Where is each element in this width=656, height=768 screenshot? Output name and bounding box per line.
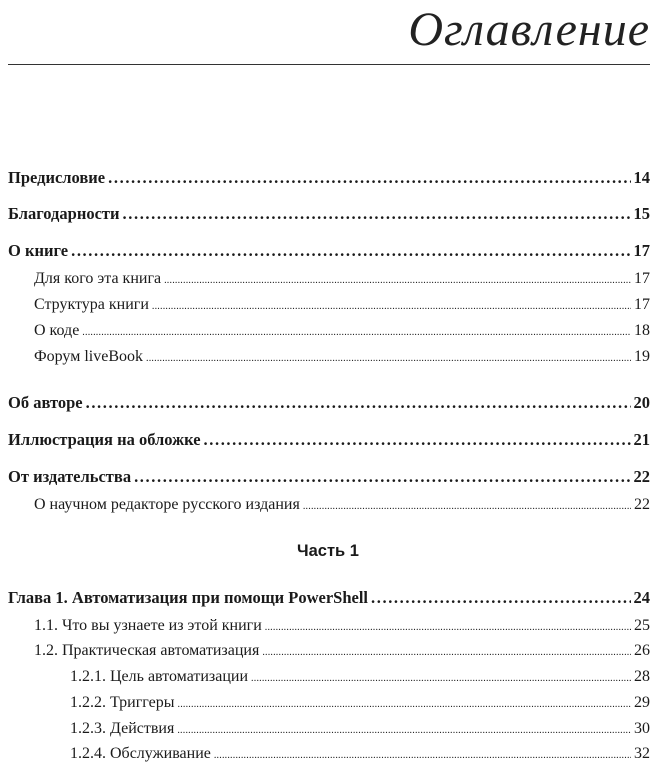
dot-leader — [214, 750, 631, 761]
toc-entry-page: 17 — [634, 270, 650, 287]
toc-entry-about-author[interactable] — [8, 393, 650, 413]
toc-entry-1-2-3[interactable] — [70, 720, 650, 738]
toc-entry-page: 28 — [634, 668, 650, 685]
dot-leader — [123, 204, 631, 224]
toc-entry-label: 1.2.3. Действия — [70, 720, 175, 737]
dot-leader — [303, 501, 631, 512]
toc-entry-page: 25 — [634, 617, 650, 634]
toc-entry-cover-illustration[interactable] — [8, 430, 650, 450]
dot-leader — [71, 241, 630, 261]
toc-entry-1-2-4[interactable] — [70, 745, 650, 763]
dot-leader — [178, 699, 632, 710]
toc-entry-chapter-1[interactable] — [8, 588, 650, 608]
toc-entry-label: 1.2.4. Обслуживание — [70, 745, 211, 762]
toc-entry-scientific-editor[interactable] — [34, 496, 650, 514]
dot-leader — [177, 725, 631, 736]
toc-entry-page: 17 — [634, 296, 650, 313]
toc-entry-label: 1.2. Практическая автоматизация — [34, 642, 260, 659]
dot-leader — [251, 673, 631, 684]
toc-entry-acknowledgements[interactable] — [8, 204, 650, 224]
toc-entry-label: О коде — [34, 322, 80, 339]
toc-entry-page: 19 — [634, 348, 650, 365]
toc-entry-page: 20 — [633, 393, 650, 412]
toc-entry-page: 18 — [634, 322, 650, 339]
dot-leader — [164, 275, 631, 286]
toc-entry-label: Благодарности — [8, 204, 120, 223]
toc-entry-from-publisher[interactable] — [8, 467, 650, 487]
dot-leader — [134, 467, 630, 487]
toc-entry-label: Иллюстрация на обложке — [8, 430, 201, 449]
toc-entry-page: 30 — [634, 720, 650, 737]
toc-entry-page: 17 — [633, 241, 650, 260]
toc-entry-1-2-2[interactable] — [70, 694, 650, 712]
toc-entry-1-2[interactable] — [34, 642, 650, 660]
toc-entry-page: 24 — [633, 588, 650, 607]
toc-entry-label: О научном редакторе русского издания — [34, 496, 300, 513]
toc-entry-page: 32 — [634, 745, 650, 762]
toc-entry-1-1[interactable] — [34, 617, 650, 635]
toc-entry-about-book[interactable] — [8, 241, 650, 261]
toc-entry-label: 1.2.1. Цель автоматизации — [70, 668, 249, 685]
title-divider — [8, 64, 650, 65]
toc-entry-1-2-1[interactable] — [70, 668, 650, 686]
dot-leader — [371, 588, 630, 608]
toc-entry-label: Для кого эта книга — [34, 270, 162, 287]
toc-entry-label: Об авторе — [8, 393, 83, 412]
toc-entry-page: 29 — [634, 694, 650, 711]
page-title: Оглавление — [408, 3, 650, 56]
toc-entry-page: 21 — [633, 430, 650, 449]
toc-entry-page: 15 — [633, 204, 650, 223]
toc-entry-label: Структура книги — [34, 296, 149, 313]
toc-entry-page: 14 — [633, 168, 650, 187]
toc-entry-label: Глава 1. Автоматизация при помощи PowerShell — [8, 588, 369, 607]
dot-leader — [262, 647, 631, 658]
toc-entry-about-code[interactable] — [34, 322, 650, 340]
toc-entry-label: О книге — [8, 241, 69, 260]
toc-entry-label: 1.1. Что вы узнаете из этой книги — [34, 617, 262, 634]
toc-entry-preface[interactable] — [8, 168, 650, 188]
toc-entry-page: 22 — [634, 496, 650, 513]
dot-leader — [108, 168, 630, 188]
toc-entry-structure[interactable] — [34, 296, 650, 314]
toc-entry-label: 1.2.2. Триггеры — [70, 694, 175, 711]
toc-entry-audience[interactable] — [34, 270, 650, 288]
dot-leader — [146, 353, 631, 364]
part-heading: Часть 1 — [297, 542, 359, 560]
dot-leader — [204, 430, 631, 450]
toc-entry-label: От издательства — [8, 467, 132, 486]
toc-entry-label: Форум liveBook — [34, 348, 144, 365]
toc-entry-page: 26 — [634, 642, 650, 659]
dot-leader — [82, 327, 631, 338]
toc-entry-page: 22 — [633, 467, 650, 486]
dot-leader — [152, 301, 631, 312]
toc-entry-livebook-forum[interactable] — [34, 348, 650, 366]
dot-leader — [86, 393, 631, 413]
dot-leader — [265, 622, 631, 633]
toc-entry-label: Предисловие — [8, 168, 106, 187]
